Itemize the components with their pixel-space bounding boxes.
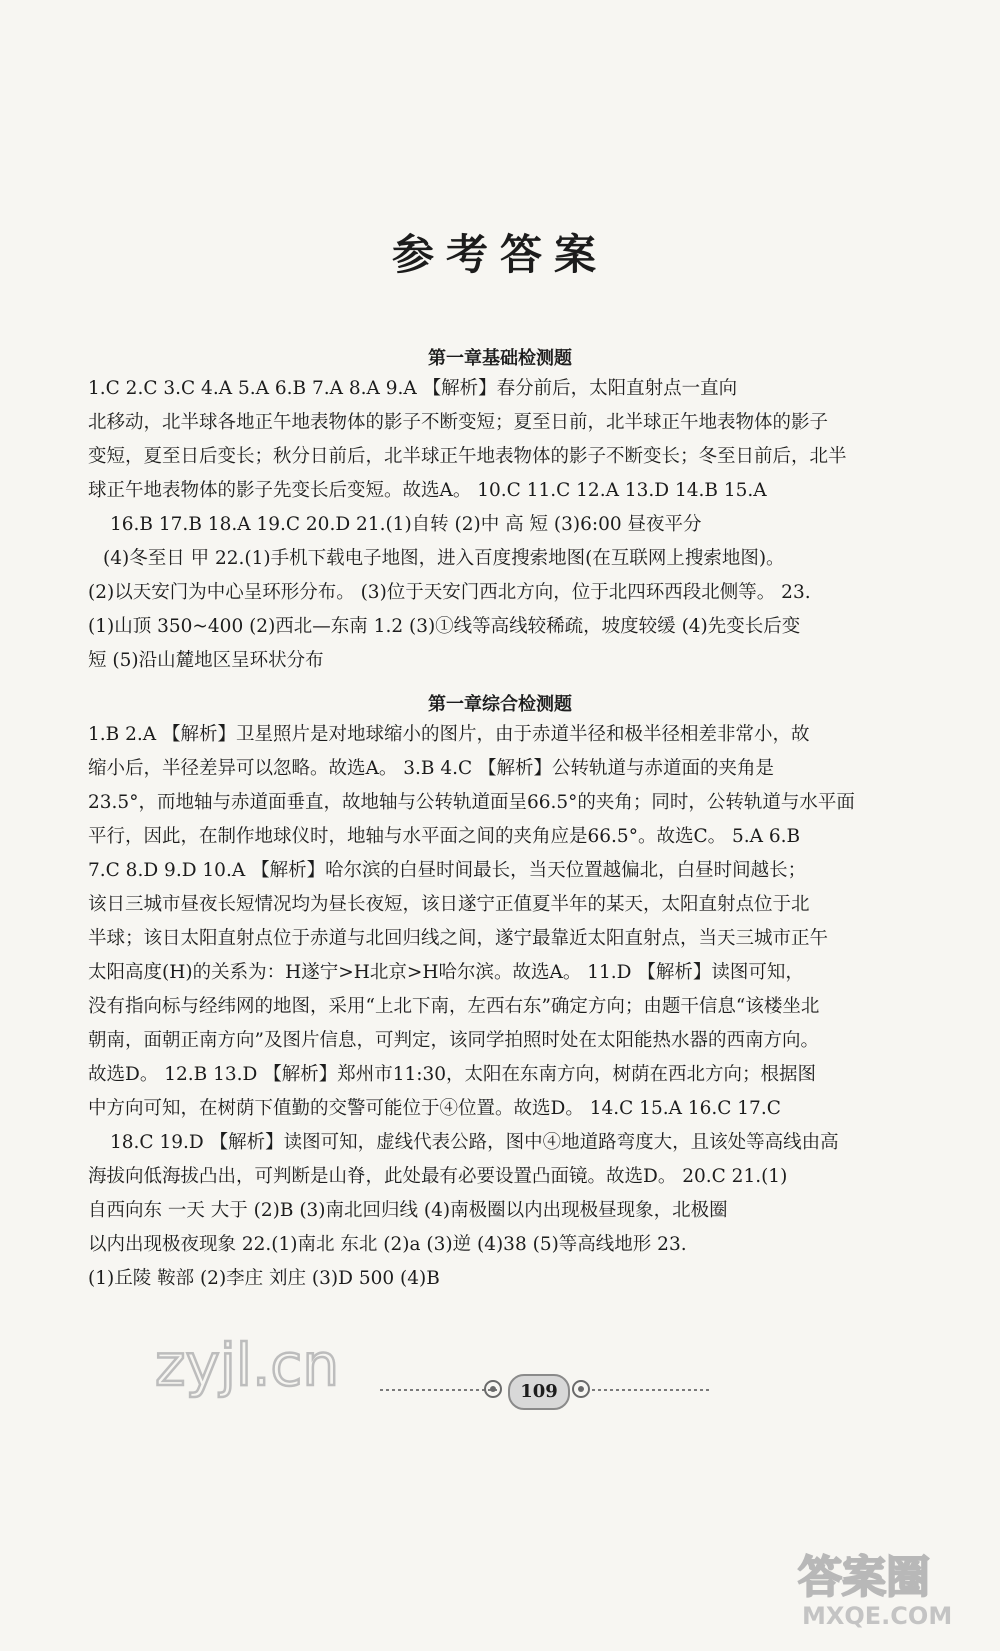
section-title: 第一章综合检测题 <box>428 694 572 715</box>
answer-line: 北移动，北半球各地正午地表物体的影子不断变短；夏至日前，北半球正午地表物体的影子 <box>88 412 829 433</box>
answer-line: (1)山顶 350~400 (2)西北—东南 1.2 (3)①线等高线较稀疏，坡度较缓 (4)先变长后变 <box>88 616 801 637</box>
watermark-text: zyjl.cn <box>155 1331 340 1399</box>
answer-line: (1)丘陵 鞍部 (2)李庄 刘庄 (3)D 500 (4)B <box>88 1268 440 1289</box>
section-title: 第一章基础检测题 <box>428 348 572 369</box>
corner-logo-text: 答案圈 <box>798 1552 930 1603</box>
answer-line: (4)冬至日 甲 22.(1)手机下载电子地图，进入百度搜索地图(在互联网上搜索地图)。 <box>103 548 785 569</box>
page-number: 109 <box>508 1374 570 1410</box>
answer-line: 7.C 8.D 9.D 10.A 【解析】哈尔滨的白昼时间最长，当天位置越偏北，白昼时间越长； <box>88 860 807 881</box>
answer-line: 1.B 2.A 【解析】卫星照片是对地球缩小的图片，由于赤道半径和极半径相差非常小，故 <box>88 724 810 745</box>
answer-line: 太阳高度(H)的关系为：H遂宁>H北京>H哈尔滨。故选A。 11.D 【解析】读图可知， <box>88 962 804 983</box>
answer-line: 该日三城市昼夜长短情况均为昼长夜短，该日遂宁正值夏半年的某天，太阳直射点位于北 <box>88 894 810 915</box>
answer-line: 自西向东 一天 大于 (2)B (3)南北回归线 (4)南极圈以内出现极昼现象，北极圈 <box>88 1200 728 1221</box>
answer-line: 故选D。 12.B 13.D 【解析】郑州市11:30，太阳在东南方向，树荫在西北方向；根据图 <box>88 1064 817 1085</box>
ornament-right <box>592 1389 712 1391</box>
answer-line: 中方向可知，在树荫下值勤的交警可能位于④位置。故选D。 14.C 15.A 16.C 17.C <box>88 1098 781 1119</box>
flourish-icon <box>482 1378 504 1400</box>
page-title: 参考答案 <box>391 230 608 279</box>
answer-line: 以内出现极夜现象 22.(1)南北 东北 (2)a (3)逆 (4)38 (5)等高线地形 23. <box>88 1234 687 1255</box>
answer-line: 18.C 19.D 【解析】读图可知，虚线代表公路，图中④地道路弯度大，且该处等高线由高 <box>110 1132 839 1153</box>
answer-line: 23.5°，而地轴与赤道面垂直，故地轴与公转轨道面呈66.5°的夹角；同时，公转轨道与水平面 <box>88 792 855 813</box>
corner-logo <box>790 1542 980 1632</box>
answer-line: 球正午地表物体的影子先变长后变短。故选A。 10.C 11.C 12.A 13.D 14.B 15.A <box>88 480 767 501</box>
flourish-icon <box>570 1378 592 1400</box>
answer-line: 16.B 17.B 18.A 19.C 20.D 21.(1)自转 (2)中 高 短 (3)6:00 昼夜平分 <box>110 514 702 535</box>
answer-line: 海拔向低海拔凸出，可判断是山脊，此处最有必要设置凸面镜。故选D。 20.C 21.(1) <box>88 1166 788 1187</box>
answer-line: 1.C 2.C 3.C 4.A 5.A 6.B 7.A 8.A 9.A 【解析】春分前后，太阳直射点一直向 <box>88 378 738 399</box>
page-footer <box>380 1370 710 1410</box>
answer-line: 平行，因此，在制作地球仪时，地轴与水平面之间的夹角应是66.5°。故选C。 5.A 6.B <box>88 826 801 847</box>
answer-line: 变短，夏至日后变长；秋分日前后，北半球正午地表物体的影子不断变长；冬至日前后，北半 <box>88 446 847 467</box>
answer-line: 没有指向标与经纬网的地图，采用“上北下南，左西右东”确定方向；由题干信息“该楼坐北 <box>88 996 820 1017</box>
corner-logo-subtext: MXQE.COM <box>802 1602 953 1630</box>
answer-line: 短 (5)沿山麓地区呈环状分布 <box>88 650 324 671</box>
answer-line: 朝南，面朝正南方向”及图片信息，可判定，该同学拍照时处在太阳能热水器的西南方向。 <box>88 1030 819 1051</box>
answer-line: 缩小后，半径差异可以忽略。故选A。 3.B 4.C 【解析】公转轨道与赤道面的夹角是 <box>88 758 775 779</box>
answer-line: (2)以天安门为中心呈环形分布。 (3)位于天安门西北方向，位于北四环西段北侧等。 23. <box>88 582 811 603</box>
answer-line: 半球；该日太阳直射点位于赤道与北回归线之间，遂宁最靠近太阳直射点，当天三城市正午 <box>88 928 829 949</box>
